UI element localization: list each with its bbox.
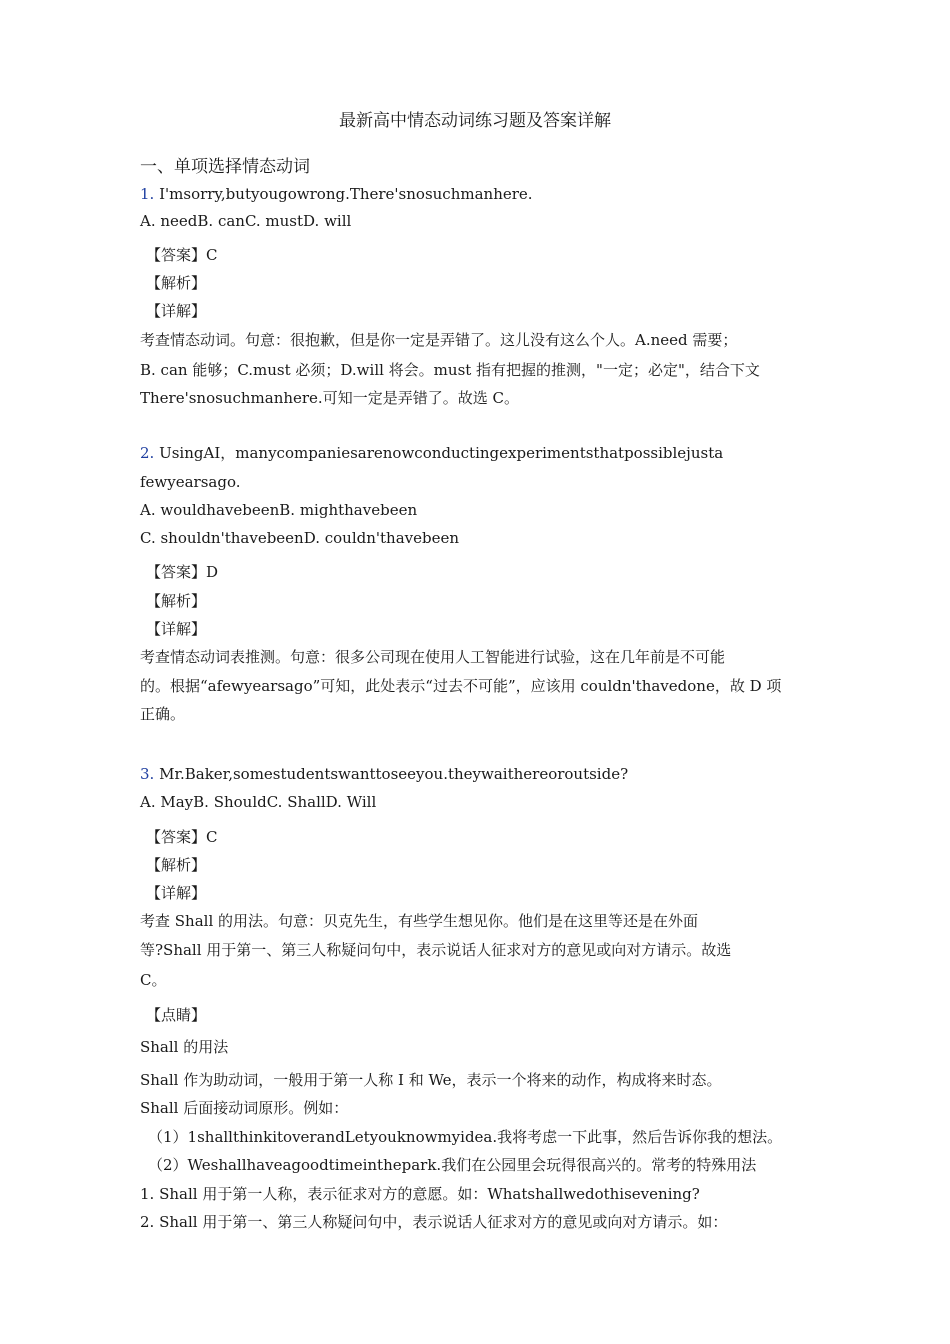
tip-usage: 1. Shall 用于第一人称，表示征求对方的意愿。如：Whatshallwedothisevening? bbox=[140, 1185, 700, 1203]
question-1-stem bbox=[140, 184, 533, 204]
question-2-stem bbox=[140, 443, 723, 463]
question-number: 3. bbox=[140, 765, 155, 783]
tip-label: 【点睛】 bbox=[146, 1006, 207, 1024]
question-3-explanation-line: 考查 Shall 的用法。句意：贝克先生，有些学生想见你。他们是在这里等还是在外面 bbox=[140, 912, 699, 930]
question-1-explanation-line: There'snosuchmanhere.可知一定是弄错了。故选 C。 bbox=[140, 389, 519, 407]
question-2-options: A. wouldhavebeenB. mighthavebeen bbox=[140, 501, 418, 519]
question-3-explanation-line: 等?Shall 用于第一、第三人称疑问句中，表示说话人征求对方的意见或向对方请示。故选 bbox=[140, 941, 732, 959]
question-2-detail-label: 【详解】 bbox=[146, 620, 207, 638]
tip-usage: 2. Shall 用于第一、第三人称疑问句中，表示说话人征求对方的意见或向对方请示。如： bbox=[140, 1213, 728, 1231]
question-3-explanation-line: C。 bbox=[140, 971, 167, 989]
question-3-detail-label: 【详解】 bbox=[146, 884, 207, 902]
tip-line: Shall 后面接动词原形。例如： bbox=[140, 1099, 349, 1117]
tip-line: Shall 作为助动词，一般用于第一人称 I 和 We，表示一个将来的动作，构成将来时态。 bbox=[140, 1071, 722, 1089]
section-heading: 一、单项选择情态动词 bbox=[140, 157, 310, 177]
question-number: 2. bbox=[140, 444, 155, 462]
question-3-stem bbox=[140, 764, 628, 784]
question-1-explanation-line: B. can 能够；C.must 必须；D.will 将会。must 指有把握的推测，"一定；必定"，结合下文 bbox=[140, 361, 760, 379]
question-3-options: A. MayB. ShouldC. ShallD. Will bbox=[140, 793, 377, 811]
question-1-options: A. needB. canC. mustD. will bbox=[140, 212, 352, 230]
question-1-answer: 【答案】C bbox=[146, 246, 218, 264]
question-text: Mr.Baker,somestudentswanttoseeyou.theywaithereoroutside? bbox=[159, 765, 629, 783]
question-1-detail-label: 【详解】 bbox=[146, 302, 207, 320]
question-2-explanation-line: 正确。 bbox=[140, 705, 186, 723]
tip-title: Shall 的用法 bbox=[140, 1038, 229, 1056]
question-text: UsingAI，manycompaniesarenowconductingexperimentsthatpossiblejusta bbox=[159, 444, 724, 462]
tip-example: （1）1shallthinkitoverandLetyouknowmyidea.我将考虑一下此事，然后告诉你我的想法。 bbox=[148, 1128, 783, 1146]
question-1-analysis-label: 【解析】 bbox=[146, 274, 207, 292]
question-3-answer: 【答案】C bbox=[146, 828, 218, 846]
question-3-analysis-label: 【解析】 bbox=[146, 856, 207, 874]
question-2-explanation-line: 考查情态动词表推测。句意：很多公司现在使用人工智能进行试验，这在几年前是不可能 bbox=[140, 648, 726, 666]
question-text: I'msorry,butyougowrong.There'snosuchmanhere. bbox=[159, 185, 533, 203]
page-title: 最新高中情态动词练习题及答案详解 bbox=[339, 111, 611, 131]
question-number: 1. bbox=[140, 185, 155, 203]
question-2-options: C. shouldn'thavebeenD. couldn'thavebeen bbox=[140, 529, 460, 547]
question-1-explanation-line: 考查情态动词。句意：很抱歉，但是你一定是弄错了。这儿没有这么个人。A.need 需要； bbox=[140, 331, 738, 349]
question-2-explanation-line: 的。根据“afewyearsago”可知，此处表示“过去不可能”，应该用 couldn'thavedone，故 D 项 bbox=[140, 677, 782, 695]
question-2-stem-continued: fewyearsago. bbox=[140, 473, 241, 491]
question-2-answer: 【答案】D bbox=[146, 563, 219, 581]
question-2-analysis-label: 【解析】 bbox=[146, 592, 207, 610]
tip-example: （2）Weshallhaveagoodtimeinthepark.我们在公园里会玩得很高兴的。常考的特殊用法 bbox=[148, 1156, 757, 1174]
